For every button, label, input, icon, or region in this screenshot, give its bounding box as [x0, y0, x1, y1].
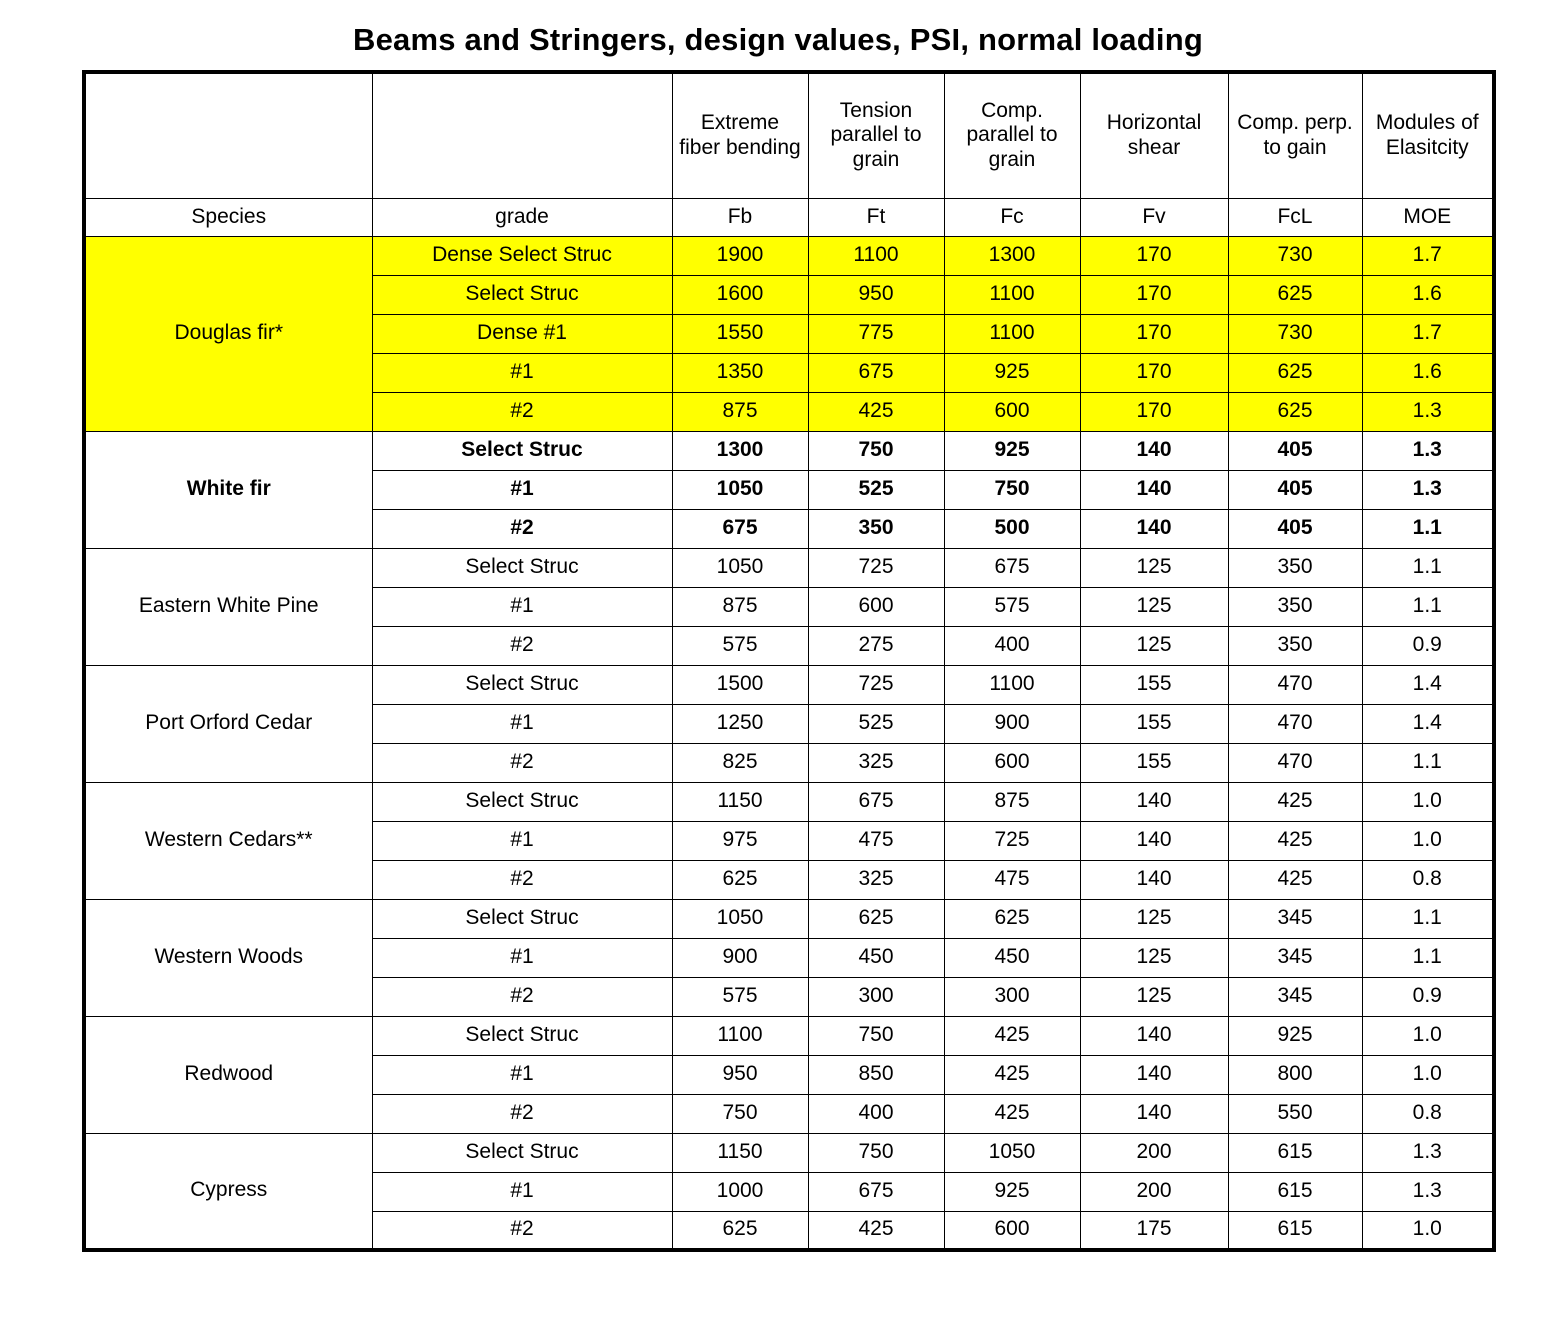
value-cell-fc: 425 — [944, 1055, 1080, 1094]
table-row — [84, 431, 1494, 470]
value-cell-ft: 850 — [808, 1055, 944, 1094]
value-cell-fcl: 925 — [1228, 1016, 1362, 1055]
value-cell-fcl: 615 — [1228, 1211, 1362, 1250]
grade-cell: #1 — [372, 821, 672, 860]
value-cell-ft: 725 — [808, 548, 944, 587]
table-row — [84, 782, 1494, 821]
value-cell-fc: 925 — [944, 353, 1080, 392]
value-cell-moe: 1.4 — [1362, 704, 1494, 743]
value-cell-moe: 1.3 — [1362, 392, 1494, 431]
value-cell-fcl: 350 — [1228, 548, 1362, 587]
header-grade: grade — [372, 198, 672, 236]
value-cell-ft: 525 — [808, 704, 944, 743]
value-cell-moe: 1.1 — [1362, 938, 1494, 977]
value-cell-fb: 1050 — [672, 899, 808, 938]
value-cell-moe: 1.1 — [1362, 548, 1494, 587]
value-cell-fcl: 470 — [1228, 743, 1362, 782]
header-fcl: FcL — [1228, 198, 1362, 236]
grade-cell: #1 — [372, 587, 672, 626]
value-cell-moe: 1.7 — [1362, 314, 1494, 353]
value-cell-fv: 175 — [1080, 1211, 1228, 1250]
value-cell-fc: 475 — [944, 860, 1080, 899]
value-cell-fv: 170 — [1080, 236, 1228, 275]
grade-cell: #1 — [372, 353, 672, 392]
value-cell-fb: 1150 — [672, 1133, 808, 1172]
header-comp-parallel-to-grain: Comp. parallel to grain — [944, 72, 1080, 198]
value-cell-ft: 275 — [808, 626, 944, 665]
value-cell-fc: 600 — [944, 1211, 1080, 1250]
grade-cell: #2 — [372, 392, 672, 431]
value-cell-fb: 1900 — [672, 236, 808, 275]
grade-cell: Select Struc — [372, 275, 672, 314]
species-cell: Port Orford Cedar — [84, 665, 372, 782]
value-cell-fc: 1050 — [944, 1133, 1080, 1172]
header-blank-species — [84, 72, 372, 198]
value-cell-fc: 1300 — [944, 236, 1080, 275]
page-title: Beams and Stringers, design values, PSI, normal loading — [353, 22, 1203, 57]
value-cell-fcl: 550 — [1228, 1094, 1362, 1133]
value-cell-ft: 475 — [808, 821, 944, 860]
value-cell-moe: 1.0 — [1362, 1016, 1494, 1055]
value-cell-fv: 140 — [1080, 1055, 1228, 1094]
value-cell-moe: 1.0 — [1362, 782, 1494, 821]
value-cell-ft: 625 — [808, 899, 944, 938]
value-cell-moe: 1.3 — [1362, 431, 1494, 470]
value-cell-fv: 200 — [1080, 1172, 1228, 1211]
value-cell-fv: 140 — [1080, 782, 1228, 821]
value-cell-fb: 750 — [672, 1094, 808, 1133]
value-cell-fb: 1350 — [672, 353, 808, 392]
value-cell-fb: 875 — [672, 587, 808, 626]
grade-cell: Dense #1 — [372, 314, 672, 353]
value-cell-moe: 1.1 — [1362, 587, 1494, 626]
species-cell: Redwood — [84, 1016, 372, 1133]
value-cell-fb: 1050 — [672, 470, 808, 509]
value-cell-fb: 1600 — [672, 275, 808, 314]
value-cell-fv: 155 — [1080, 665, 1228, 704]
value-cell-moe: 0.8 — [1362, 1094, 1494, 1133]
header-fc: Fc — [944, 198, 1080, 236]
value-cell-ft: 750 — [808, 431, 944, 470]
value-cell-fv: 140 — [1080, 821, 1228, 860]
value-cell-moe: 1.7 — [1362, 236, 1494, 275]
value-cell-fcl: 730 — [1228, 314, 1362, 353]
species-cell: Eastern White Pine — [84, 548, 372, 665]
value-cell-moe: 1.0 — [1362, 821, 1494, 860]
value-cell-fcl: 625 — [1228, 353, 1362, 392]
value-cell-ft: 400 — [808, 1094, 944, 1133]
grade-cell: Dense Select Struc — [372, 236, 672, 275]
value-cell-fcl: 470 — [1228, 704, 1362, 743]
value-cell-fb: 875 — [672, 392, 808, 431]
grade-cell: #1 — [372, 470, 672, 509]
value-cell-fv: 125 — [1080, 977, 1228, 1016]
value-cell-ft: 1100 — [808, 236, 944, 275]
value-cell-fv: 170 — [1080, 392, 1228, 431]
grade-cell: Select Struc — [372, 1016, 672, 1055]
header-fb: Fb — [672, 198, 808, 236]
value-cell-fc: 450 — [944, 938, 1080, 977]
value-cell-fb: 575 — [672, 626, 808, 665]
value-cell-fc: 625 — [944, 899, 1080, 938]
header-moe: MOE — [1362, 198, 1494, 236]
value-cell-fc: 600 — [944, 743, 1080, 782]
grade-cell: #1 — [372, 938, 672, 977]
grade-cell: #2 — [372, 860, 672, 899]
value-cell-fc: 750 — [944, 470, 1080, 509]
value-cell-ft: 325 — [808, 743, 944, 782]
table-row — [84, 665, 1494, 704]
value-cell-moe: 0.9 — [1362, 626, 1494, 665]
table-row — [84, 236, 1494, 275]
value-cell-moe: 1.1 — [1362, 509, 1494, 548]
value-cell-fv: 125 — [1080, 548, 1228, 587]
value-cell-fb: 825 — [672, 743, 808, 782]
value-cell-fcl: 800 — [1228, 1055, 1362, 1094]
value-cell-fb: 1550 — [672, 314, 808, 353]
value-cell-fcl: 345 — [1228, 938, 1362, 977]
value-cell-fv: 155 — [1080, 704, 1228, 743]
header-modules-of-elasticity: Modules of Elasitcity — [1362, 72, 1494, 198]
value-cell-fv: 140 — [1080, 509, 1228, 548]
value-cell-fc: 675 — [944, 548, 1080, 587]
header-row-top — [84, 72, 1494, 198]
value-cell-fcl: 625 — [1228, 392, 1362, 431]
value-cell-fcl: 345 — [1228, 977, 1362, 1016]
value-cell-moe: 1.0 — [1362, 1055, 1494, 1094]
value-cell-fv: 155 — [1080, 743, 1228, 782]
value-cell-fcl: 425 — [1228, 782, 1362, 821]
value-cell-fcl: 615 — [1228, 1172, 1362, 1211]
grade-cell: #1 — [372, 704, 672, 743]
header-row-sub — [84, 198, 1494, 236]
header-species: Species — [84, 198, 372, 236]
value-cell-moe: 1.6 — [1362, 275, 1494, 314]
species-cell: Western Woods — [84, 899, 372, 1016]
value-cell-fcl: 405 — [1228, 431, 1362, 470]
value-cell-fb: 625 — [672, 860, 808, 899]
value-cell-fcl: 730 — [1228, 236, 1362, 275]
value-cell-ft: 675 — [808, 782, 944, 821]
table-row — [84, 899, 1494, 938]
value-cell-fcl: 405 — [1228, 509, 1362, 548]
value-cell-fb: 675 — [672, 509, 808, 548]
value-cell-ft: 675 — [808, 1172, 944, 1211]
value-cell-fv: 140 — [1080, 470, 1228, 509]
header-ft: Ft — [808, 198, 944, 236]
value-cell-fb: 625 — [672, 1211, 808, 1250]
value-cell-ft: 425 — [808, 1211, 944, 1250]
value-cell-moe: 0.8 — [1362, 860, 1494, 899]
value-cell-fb: 975 — [672, 821, 808, 860]
value-cell-moe: 1.3 — [1362, 1133, 1494, 1172]
value-cell-fb: 1000 — [672, 1172, 808, 1211]
value-cell-moe: 1.4 — [1362, 665, 1494, 704]
value-cell-fc: 500 — [944, 509, 1080, 548]
grade-cell: Select Struc — [372, 1133, 672, 1172]
species-cell: White fir — [84, 431, 372, 548]
species-cell: Western Cedars** — [84, 782, 372, 899]
value-cell-fv: 170 — [1080, 314, 1228, 353]
table-body — [84, 72, 1494, 1250]
value-cell-moe: 1.1 — [1362, 899, 1494, 938]
value-cell-fc: 425 — [944, 1016, 1080, 1055]
species-cell: Douglas fir* — [84, 236, 372, 431]
grade-cell: #2 — [372, 1211, 672, 1250]
value-cell-fb: 1500 — [672, 665, 808, 704]
design-values-table — [82, 70, 1496, 1252]
value-cell-ft: 750 — [808, 1133, 944, 1172]
value-cell-fv: 200 — [1080, 1133, 1228, 1172]
value-cell-fc: 575 — [944, 587, 1080, 626]
value-cell-fv: 125 — [1080, 587, 1228, 626]
value-cell-fb: 1050 — [672, 548, 808, 587]
value-cell-fc: 300 — [944, 977, 1080, 1016]
value-cell-fb: 950 — [672, 1055, 808, 1094]
value-cell-fb: 1150 — [672, 782, 808, 821]
value-cell-fv: 125 — [1080, 626, 1228, 665]
value-cell-ft: 750 — [808, 1016, 944, 1055]
grade-cell: #1 — [372, 1172, 672, 1211]
value-cell-fv: 140 — [1080, 431, 1228, 470]
value-cell-fc: 400 — [944, 626, 1080, 665]
value-cell-moe: 1.0 — [1362, 1211, 1494, 1250]
value-cell-ft: 425 — [808, 392, 944, 431]
header-comp-perp-to-gain: Comp. perp. to gain — [1228, 72, 1362, 198]
grade-cell: Select Struc — [372, 431, 672, 470]
value-cell-fc: 925 — [944, 1172, 1080, 1211]
value-cell-fcl: 425 — [1228, 821, 1362, 860]
value-cell-ft: 350 — [808, 509, 944, 548]
value-cell-fc: 725 — [944, 821, 1080, 860]
value-cell-ft: 725 — [808, 665, 944, 704]
value-cell-ft: 775 — [808, 314, 944, 353]
value-cell-fc: 875 — [944, 782, 1080, 821]
value-cell-fb: 900 — [672, 938, 808, 977]
grade-cell: #2 — [372, 509, 672, 548]
value-cell-fb: 575 — [672, 977, 808, 1016]
value-cell-fv: 140 — [1080, 860, 1228, 899]
grade-cell: Select Struc — [372, 548, 672, 587]
grade-cell: #2 — [372, 743, 672, 782]
value-cell-fv: 170 — [1080, 353, 1228, 392]
value-cell-ft: 525 — [808, 470, 944, 509]
value-cell-fcl: 625 — [1228, 275, 1362, 314]
value-cell-fv: 125 — [1080, 938, 1228, 977]
value-cell-moe: 0.9 — [1362, 977, 1494, 1016]
value-cell-fc: 600 — [944, 392, 1080, 431]
header-extreme-fiber-bending: Extreme fiber bending — [672, 72, 808, 198]
value-cell-ft: 950 — [808, 275, 944, 314]
grade-cell: #2 — [372, 977, 672, 1016]
value-cell-ft: 450 — [808, 938, 944, 977]
value-cell-fc: 900 — [944, 704, 1080, 743]
value-cell-ft: 600 — [808, 587, 944, 626]
value-cell-fc: 1100 — [944, 275, 1080, 314]
value-cell-fcl: 350 — [1228, 587, 1362, 626]
value-cell-ft: 675 — [808, 353, 944, 392]
value-cell-fc: 425 — [944, 1094, 1080, 1133]
header-horizontal-shear: Horizontal shear — [1080, 72, 1228, 198]
table-row — [84, 548, 1494, 587]
value-cell-fb: 1300 — [672, 431, 808, 470]
value-cell-moe: 1.1 — [1362, 743, 1494, 782]
grade-cell: Select Struc — [372, 782, 672, 821]
header-tension-parallel-to-grain: Tension parallel to grain — [808, 72, 944, 198]
table-container — [0, 70, 1556, 1252]
value-cell-moe: 1.6 — [1362, 353, 1494, 392]
grade-cell: Select Struc — [372, 899, 672, 938]
value-cell-moe: 1.3 — [1362, 470, 1494, 509]
table-row — [84, 1133, 1494, 1172]
value-cell-fb: 1100 — [672, 1016, 808, 1055]
grade-cell: #1 — [372, 1055, 672, 1094]
value-cell-fc: 1100 — [944, 314, 1080, 353]
grade-cell: Select Struc — [372, 665, 672, 704]
value-cell-fcl: 345 — [1228, 899, 1362, 938]
value-cell-fc: 925 — [944, 431, 1080, 470]
header-fv: Fv — [1080, 198, 1228, 236]
value-cell-fc: 1100 — [944, 665, 1080, 704]
value-cell-moe: 1.3 — [1362, 1172, 1494, 1211]
value-cell-fcl: 405 — [1228, 470, 1362, 509]
grade-cell: #2 — [372, 626, 672, 665]
table-row — [84, 1016, 1494, 1055]
value-cell-fb: 1250 — [672, 704, 808, 743]
value-cell-fv: 125 — [1080, 899, 1228, 938]
header-blank-grade — [372, 72, 672, 198]
value-cell-ft: 325 — [808, 860, 944, 899]
grade-cell: #2 — [372, 1094, 672, 1133]
value-cell-fv: 140 — [1080, 1094, 1228, 1133]
value-cell-ft: 300 — [808, 977, 944, 1016]
value-cell-fcl: 470 — [1228, 665, 1362, 704]
species-cell: Cypress — [84, 1133, 372, 1250]
value-cell-fcl: 425 — [1228, 860, 1362, 899]
value-cell-fv: 170 — [1080, 275, 1228, 314]
value-cell-fcl: 350 — [1228, 626, 1362, 665]
value-cell-fcl: 615 — [1228, 1133, 1362, 1172]
value-cell-fv: 140 — [1080, 1016, 1228, 1055]
